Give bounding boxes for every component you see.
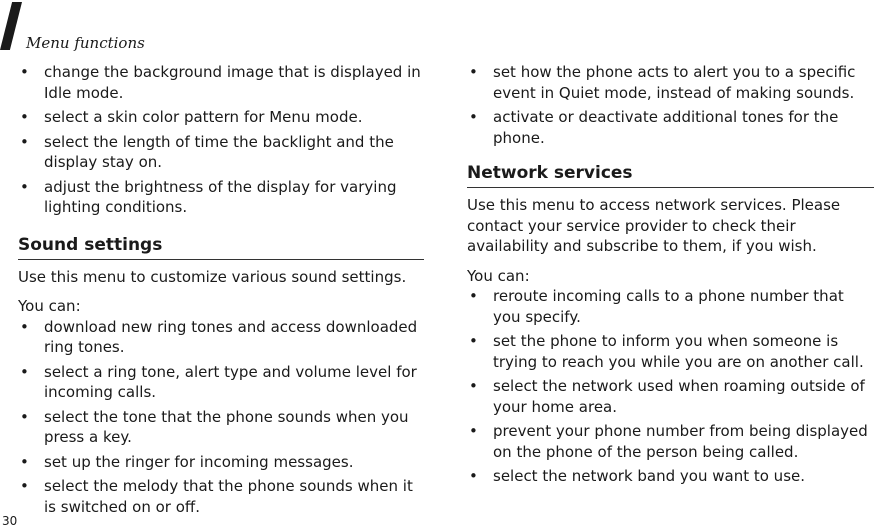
sound-extra-bullet-list: [467, 62, 874, 148]
list-item: • download new ring tones and access downloaded ring tones.: [18, 317, 424, 358]
network-services-you-can: You can:: [467, 266, 530, 285]
list-item: • reroute incoming calls to a phone number that you specify.: [467, 286, 874, 327]
sound-settings-description: Use this menu to customize various sound settings.: [18, 267, 407, 286]
list-item: • prevent your phone number from being displayed on the phone of the person being called.: [467, 421, 874, 462]
list-item: • select the network band you want to use.: [467, 466, 874, 487]
list-item: • select a skin color pattern for Menu mode.: [18, 107, 424, 128]
list-item: • set up the ringer for incoming messages.: [18, 452, 424, 473]
network-services-bullet-list: [467, 286, 874, 487]
list-item: • select the tone that the phone sounds when you press a key.: [18, 407, 424, 448]
left-column: [18, 62, 424, 521]
page-number: 30: [2, 514, 18, 528]
list-item: • set the phone to inform you when someone is trying to reach you while you are on another call.: [467, 331, 874, 372]
sound-settings-heading: Sound settings: [18, 234, 424, 260]
list-item: • select the melody that the phone sounds when it is switched on or off.: [18, 476, 424, 517]
display-settings-bullet-list: [18, 62, 424, 218]
list-item: • select a ring tone, alert type and volume level for incoming calls.: [18, 362, 424, 403]
list-item: • change the background image that is displayed in Idle mode.: [18, 62, 424, 103]
sound-settings-you-can: You can:: [18, 297, 81, 315]
list-item: • set how the phone acts to alert you to a specific event in Quiet mode, instead of making sounds.: [467, 62, 874, 103]
sound-settings-bullet-list: [18, 317, 424, 518]
list-item: • select the length of time the backlight and the display stay on.: [18, 132, 424, 173]
network-services-description: Use this menu to access network services. Please contact your service provider to check their availability and subscribe to them, if you wish.: [467, 196, 841, 255]
network-services-heading: Network services: [467, 162, 874, 188]
page-header-title: Menu functions: [26, 34, 145, 52]
list-item: • select the network used when roaming outside of your home area.: [467, 376, 874, 417]
right-column: [467, 62, 874, 491]
list-item: • activate or deactivate additional tones for the phone.: [467, 107, 874, 148]
list-item: • adjust the brightness of the display for varying lighting conditions.: [18, 177, 424, 218]
header-accent-bar: [0, 2, 22, 50]
